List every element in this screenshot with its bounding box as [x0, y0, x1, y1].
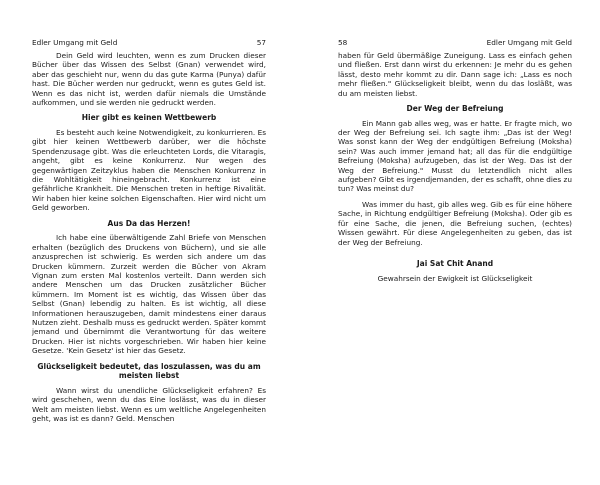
- paragraph: Dein Geld wird leuchten, wenn es zum Drucken dieser Bücher über das Wissen des Selbst (Gnan) verwendet wird, aber das geschieht nur, wenn du das gute Karma (Punya) dafür hast. Die Bücher werden nur gedruckt, wenn es gutes Geld ist. Wenn es das nicht ist, werden dafür niemals die Umstände aufkommen, und sie werden nie gedruckt werden.: [32, 51, 266, 108]
- running-title: Edler Umgang mit Geld: [486, 38, 572, 47]
- section-heading: Der Weg der Befreiung: [406, 104, 504, 114]
- right-page-header: [338, 38, 572, 47]
- section-heading: Hier gibt es keinen Wettbewerb: [81, 113, 217, 123]
- paragraph: Wann wirst du unendliche Glückseligkeit erfahren? Es wird geschehen, wenn du das Eine loslässt, was du in dieser Welt am meisten liebst. Wenn es um weltliche Angelegenheiten geht, was ist es dann? Geld. Menschen: [32, 385, 266, 423]
- page-number: 58: [338, 38, 348, 47]
- paragraph: haben für Geld übermäßige Zuneigung. Lass es einfach gehen und fließen. Erst dann wirst du erkennen: Je mehr du es gehen lässt, desto mehr kommt zu dir. Dann sage ich: „Lass es noch mehr fließen." Glückseligkeit bleibt, wenn du das losläßt, was du am meisten liebst.: [338, 51, 572, 98]
- section-heading: Aus Da das Herzen!: [107, 218, 191, 228]
- section-heading: Glückseligkeit bedeutet, das loszulassen, was du am meisten liebst: [37, 361, 261, 381]
- paragraph: Ich habe eine überwältigende Zahl Briefe von Menschen erhalten (bezüglich des Druckens von Büchern), und sie alle anzusprechen ist schwierig. Es werden sich andere um das Drucken kümmern. Zurzeit werden die Bücher von Akram Vignan zum ersten Mal kostenlos verteilt. Dann werden sich andere Menschen um das Drucken zusätzlicher Bücher kümmern. Im Moment ist es wichtig, das Wissen über das Selbst (Gnan) lebendig zu halten. Es ist wichtig, all diese Informationen herauszugeben, damit mindestens einer daraus Nutzen zieht. Deshalb muss es gedruckt werden. Später kommt jemand und übernimmt die Verantwortung für das weitere Drucken. Hier ist nichts vorgeschrieben. Wir haben hier keine Gesetze. 'Kein Gesetz' ist hier das Gesetz.: [32, 233, 266, 356]
- paragraph: Was immer du hast, gib alles weg. Gib es für eine höhere Sache, in Richtung endgültiger Befreiung (Moksha). Oder gib es für eine Sache, die jenen, die Befreiung suchen, (echtes) Wissen gewährt. Für diese Angelegenheiten zu geben, das ist der Weg der Befreiung.: [338, 199, 572, 247]
- page-number: 57: [256, 38, 266, 47]
- closing-title: Jai Sat Chit Anand: [416, 258, 494, 268]
- left-page-header: [32, 38, 266, 47]
- left-page: [32, 38, 266, 423]
- closing-subtitle: Gewahrsein der Ewigkeit ist Glückseligkeit: [377, 273, 533, 283]
- paragraph: Ein Mann gab alles weg, was er hatte. Er fragte mich, wo der Weg der Befreiung sei. Ich sagte ihm: „Das ist der Weg! Was sonst kann der Weg der endgültigen Befreiung (Moksha) sein? Was auch immer jemand hat; all das für die endgültige Befreiung (Moksha) aufzugeben, das ist der Weg. Das ist der Weg der Befreiung." Musst du letztendlich nicht alles aufgeben? Gibt es irgendjemanden, der es schafft, ohne dies zu tun? Was meinst du?: [338, 118, 572, 194]
- paragraph: Es besteht auch keine Notwendigkeit, zu konkurrieren. Es gibt hier keinen Wettbewerb darüber, wer die höchste Spendenzusage gibt. Was die erleuchteten Lords, die Vitaragis, angeht, gibt es keine Konkurrenz. Nur wegen des gegenwärtigen Zeitzyklus haben die Menschen Konkurrenz in die Wohltätigkeit hineingebracht. Konkurrenz ist eine gefährliche Krankheit. Die Menschen treten in heftige Rivalität. Wir haben hier keine solchen Eigenschaften. Hier wird nicht um Geld geworben.: [32, 128, 266, 213]
- right-page: [338, 38, 572, 283]
- running-title: Edler Umgang mit Geld: [32, 38, 118, 47]
